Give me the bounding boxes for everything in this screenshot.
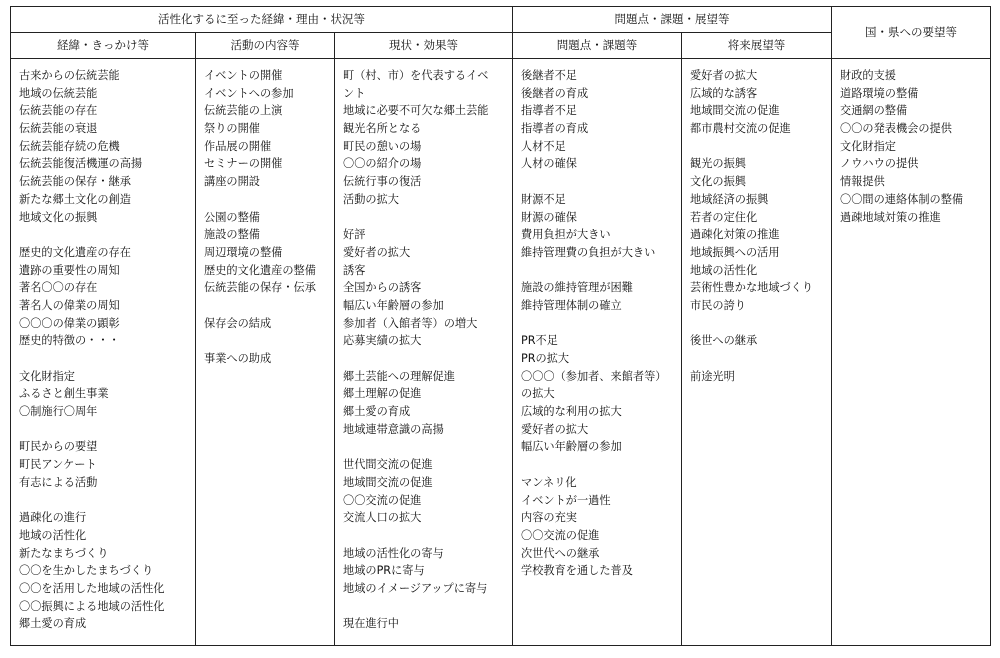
activities-item: イベントへの参加 [204, 86, 294, 100]
header-problems: 問題点・課題等 [513, 33, 682, 59]
survey-table [10, 6, 991, 646]
effects-item: 地域に必要不可欠な郷土芸能 [343, 104, 489, 118]
activities-item: 伝統芸能の上演 [204, 104, 283, 118]
effects-item: 愛好者の拡大 [343, 245, 411, 259]
activities-item: 歴史的文化遺産の整備 [204, 263, 316, 277]
blank-line [343, 209, 506, 227]
activities-item: 公園の整備 [204, 210, 260, 224]
problems-item: の拡大 [521, 387, 555, 401]
blank-line [19, 350, 189, 368]
outlook-item: 地域経済の振興 [690, 192, 769, 206]
effects-item: 地域の活性化の寄与 [343, 546, 444, 560]
requests-item: 道路環境の整備 [840, 86, 919, 100]
problems-item: 財源の確保 [521, 210, 577, 224]
history-item: 新たな郷土文化の創造 [19, 192, 131, 206]
problems-item: 指導者の育成 [521, 122, 589, 136]
history-item: 伝統芸能復活機運の高揚 [19, 157, 143, 171]
history-item: 古来からの伝統芸能 [19, 69, 120, 82]
effects-item: 参加者（入館者等）の増大 [343, 316, 478, 330]
outlook-item: 地域振興への活用 [690, 245, 780, 259]
outlook-item: 地域間交流の促進 [690, 104, 780, 118]
effects-item: 〇〇交流の促進 [343, 493, 422, 507]
header-requests: 国・県への要望等 [832, 7, 991, 59]
effects-item: 地域連帯意識の高揚 [343, 422, 444, 436]
problems-item: マンネリ化 [521, 475, 577, 489]
activities-item: 事業への助成 [204, 352, 272, 365]
problems-item: 指導者不足 [521, 104, 577, 118]
requests-item: 過疎地域対策の推進 [840, 210, 941, 224]
problems-item: イベントが一過性 [521, 493, 611, 507]
problems-item: 後継者の育成 [521, 86, 589, 100]
blank-line [521, 262, 675, 280]
requests-item: 文化財指定 [840, 139, 896, 153]
history-item: 有志による活動 [19, 475, 98, 489]
outlook-item: 地域の活性化 [690, 263, 758, 277]
blank-line [204, 191, 328, 209]
problems-item: 幅広い年齢層の参加 [521, 440, 622, 454]
effects-item: 観光名所となる [343, 122, 422, 136]
activities-item: 講座の開設 [204, 175, 260, 189]
activities-item: 施設の整備 [204, 228, 260, 242]
activities-item: 保存会の結成 [204, 316, 272, 330]
requests-item: 情報提供 [840, 175, 885, 189]
history-item: 歴史的特徴の・・・ [19, 334, 120, 348]
history-item: 町民アンケート [19, 458, 97, 472]
requests-item: 〇〇の発表機会の提供 [840, 122, 952, 136]
outlook-item: 文化の振興 [690, 175, 746, 189]
problems-item: 人材不足 [521, 139, 566, 153]
blank-line [343, 438, 506, 456]
effects-item: ント [343, 86, 366, 100]
outlook-item: 後世への継承 [690, 334, 758, 348]
effects-item: 好評 [343, 228, 366, 242]
effects-item: 幅広い年齢層の参加 [343, 298, 444, 312]
blank-line [521, 456, 675, 474]
problems-item: 維持管理費の負担が大きい [521, 245, 656, 259]
problems-item: 財源不足 [521, 192, 566, 206]
column-outlook [682, 59, 832, 646]
history-item: 過疎化の進行 [19, 511, 87, 525]
history-item: 地域の伝統芸能 [19, 86, 98, 100]
blank-line [19, 492, 189, 510]
outlook-item: 若者の定住化 [690, 210, 758, 224]
blank-line [690, 350, 825, 368]
problems-item: 維持管理体制の確立 [521, 298, 622, 312]
header-issues-group: 問題点・課題・展望等 [513, 7, 832, 33]
outlook-item: 観光の振興 [690, 157, 746, 171]
header-history: 経緯・きっかけ等 [11, 33, 196, 59]
effects-item: 現在進行中 [343, 617, 399, 631]
activities-item: セミナーの開催 [204, 157, 283, 171]
history-item: 〇〇を活用した地域の活性化 [19, 581, 165, 595]
outlook-item: 愛好者の拡大 [690, 69, 758, 82]
blank-line [690, 315, 825, 333]
history-item: 著名人の偉業の周知 [19, 298, 120, 312]
blank-line [19, 421, 189, 439]
effects-item: 活動の拡大 [343, 192, 399, 206]
effects-item: 応募実績の拡大 [343, 334, 422, 348]
history-item: 地域の活性化 [19, 528, 87, 542]
problems-item: 内容の充実 [521, 511, 577, 525]
activities-item: 周辺環境の整備 [204, 245, 283, 259]
requests-item: 財政的支援 [840, 69, 896, 82]
activities-item: 祭りの開催 [204, 122, 260, 136]
problems-item: 学校教育を通した普及 [521, 564, 633, 578]
header-background-group: 活性化するに至った経緯・理由・状況等 [11, 7, 513, 33]
history-item: 伝統芸能存続の危機 [19, 139, 120, 153]
column-requests [832, 59, 991, 646]
effects-item: 地域のPRに寄与 [343, 564, 425, 578]
column-activities [196, 59, 335, 646]
outlook-item: 芸術性豊かな地域づくり [690, 281, 814, 295]
blank-line [204, 297, 328, 315]
activities-item: 作品展の開催 [204, 139, 272, 153]
effects-item: 郷土理解の促進 [343, 387, 422, 401]
history-item: 文化財指定 [19, 369, 75, 383]
blank-line [521, 173, 675, 191]
blank-line [343, 350, 506, 368]
history-item: 新たなまちづくり [19, 546, 109, 560]
effects-item: 郷土愛の育成 [343, 405, 411, 419]
effects-item: 町（村、市）を代表するイベ [343, 69, 489, 82]
effects-item: 世代間交流の促進 [343, 458, 433, 472]
history-item: 著名〇〇の存在 [19, 281, 98, 295]
outlook-item: 広域的な誘客 [690, 86, 758, 100]
problems-item: 人材の確保 [521, 157, 577, 171]
effects-item: 〇〇の紹介の場 [343, 157, 422, 171]
effects-item: 誘客 [343, 263, 366, 277]
history-item: 〇制施行〇周年 [19, 405, 98, 419]
problems-item: 後継者不足 [521, 69, 577, 82]
blank-line [204, 332, 328, 350]
outlook-item: 市民の誇り [690, 298, 746, 312]
blank-line [690, 138, 825, 156]
requests-item: ノウハウの提供 [840, 157, 919, 171]
history-item: 歴史的文化遺産の存在 [19, 245, 131, 259]
effects-item: 交流人口の拡大 [343, 511, 422, 525]
activities-item: イベントの開催 [204, 69, 283, 82]
effects-item: 町民の憩いの場 [343, 139, 422, 153]
problems-item: 次世代への継承 [521, 546, 600, 560]
history-item: ふるさと創生事業 [19, 387, 109, 401]
problems-item: 広域的な利用の拡大 [521, 405, 622, 419]
history-item: 〇〇振興による地域の活性化 [19, 599, 165, 613]
problems-item: 施設の維持管理が困難 [521, 281, 633, 295]
outlook-item: 前途光明 [690, 369, 735, 383]
problems-item: 〇〇〇（参加者、来館者等） [521, 369, 667, 383]
history-item: 地域文化の振興 [19, 210, 98, 224]
column-effects [335, 59, 513, 646]
requests-item: 〇〇間の連絡体制の整備 [840, 192, 964, 206]
problems-item: 愛好者の拡大 [521, 422, 589, 436]
problems-item: 費用負担が大きい [521, 228, 611, 242]
problems-item: 〇〇交流の促進 [521, 528, 600, 542]
effects-item: 郷土芸能への理解促進 [343, 369, 455, 383]
history-item: 伝統芸能の保存・継承 [19, 175, 131, 189]
requests-item: 交通網の整備 [840, 104, 908, 118]
effects-item: 地域間交流の促進 [343, 475, 433, 489]
header-effects: 現状・効果等 [335, 33, 513, 59]
column-problems [513, 59, 682, 646]
problems-item: PR不足 [521, 334, 558, 348]
effects-item: 全国からの誘客 [343, 281, 422, 295]
blank-line [19, 226, 189, 244]
history-item: 町民からの要望 [19, 440, 98, 454]
blank-line [521, 315, 675, 333]
header-activities: 活動の内容等 [196, 33, 335, 59]
problems-item: PRの拡大 [521, 352, 570, 365]
history-item: 〇〇〇の偉業の顕彰 [19, 316, 120, 330]
outlook-item: 都市農村交流の促進 [690, 122, 791, 136]
column-history [11, 59, 196, 646]
blank-line [343, 598, 506, 616]
activities-item: 伝統芸能の保存・伝承 [204, 281, 316, 295]
outlook-item: 過疎化対策の推進 [690, 228, 780, 242]
history-item: 伝統芸能の存在 [19, 104, 98, 118]
history-item: 伝統芸能の衰退 [19, 122, 98, 136]
history-item: 遺跡の重要性の周知 [19, 263, 120, 277]
history-item: 郷土愛の育成 [19, 617, 87, 631]
header-outlook: 将来展望等 [682, 33, 832, 59]
effects-item: 伝統行事の復活 [343, 175, 422, 189]
history-item: 〇〇を生かしたまちづくり [19, 564, 154, 578]
effects-item: 地域のイメージアップに寄与 [343, 581, 488, 595]
blank-line [343, 527, 506, 545]
